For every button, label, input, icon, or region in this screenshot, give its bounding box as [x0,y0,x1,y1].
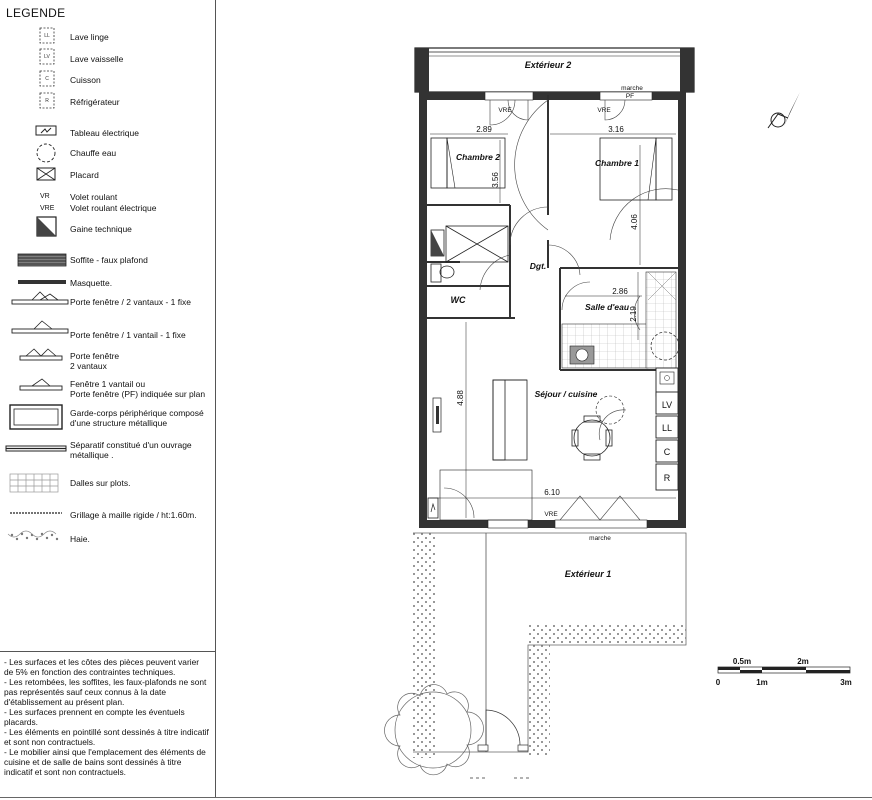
dim-sejour-width: 6.10 [544,488,560,497]
legend-label-cuisson: Cuisson [70,75,101,85]
legend-panel [0,0,216,798]
soffit-icon [16,252,68,268]
dim-salle-eau-height: 2.19 [629,306,638,322]
symbol-code-vr: VR [40,193,50,200]
legend-label-dalles: Dalles sur plots. [70,478,131,488]
mesh-fence-icon [8,509,64,517]
electric-panel-icon [34,124,60,138]
french-window-1-leaf-1-fixed-icon [10,318,70,336]
legend-label-porte-fenetre-1v-1f: Porte fenêtre / 1 vantail - 1 fixe [70,330,186,340]
shower-area [646,272,676,368]
masquette-icon [16,277,68,287]
door-swing-chambre-2 [510,207,548,245]
annotation-vre-top-right: VRE [597,107,611,114]
annotation-pf-top: PF [625,93,635,100]
dim-chambre-1-width: 3.16 [608,125,624,134]
note-4: - Les éléments en pointillé sont dessinés à titre indicatif et sont non contractuels. [4,727,209,747]
legend-label-masquette: Masquette. [70,278,113,288]
closet-chambre-2 [446,226,508,262]
wc-fixture [431,264,454,282]
legend-label-refrigerateur: Réfrigérateur [70,97,120,107]
technical-duct-icon [34,214,60,240]
legend-label-chauffe-eau: Chauffe eau [70,148,117,158]
scale-bar [718,667,850,673]
dining-table [572,416,612,460]
note-1: - Les surfaces et les côtes des pièces peuvent varier de 5% en fonction des contraintes techniques. [4,657,200,677]
legend-label-lave-vaisselle: Lave vaisselle [70,54,124,64]
floor-plan [216,0,872,797]
scale-label-2m: 2m [797,657,809,666]
room-label-salle-eau: Salle d'eau [584,302,630,312]
room-label-chambre-1: Chambre 1 [595,158,639,168]
legend-label-volet-roulant-electrique: Volet roulant électrique [70,203,157,213]
notes-box [0,651,216,798]
note-5: - Le mobilier ainsi que l'emplacement des éléments de cuisine et de salle de bains sont dessinés à titre indicatif et sont non contractuels. [4,747,206,777]
note-2: - Les retombées, les soffites, les faux-plafonds ne sont pas représentés sauf ceux connus à la date d'établissement au présent plan. [4,677,207,707]
metal-separator-icon [4,444,68,454]
legend-label-grillage: Grillage à maille rigide / ht:1.60m. [70,510,197,520]
french-window-2-leaves-icon [18,346,64,362]
appliance-ll: LL [661,423,673,433]
railing-icon [8,403,64,431]
scale-label-1m: 1m [756,678,768,687]
appliance-lv: LV [661,400,673,410]
north-arrow-icon [768,92,800,128]
legend-label-tableau-electrique: Tableau électrique [70,128,139,138]
annotation-marche-bottom: marche [589,535,611,542]
appliance-symbols [36,26,58,118]
legend-label-porte-fenetre-2v-1f: Porte fenêtre / 2 vantaux - 1 fixe [70,297,191,307]
annotation-vre-top-left: VRE [498,107,512,114]
note-3: - Les surfaces prennent en compte les éventuels placards. [4,707,185,727]
legend-label-gaine-technique: Gaine technique [70,224,132,234]
symbol-code-vre: VRE [40,205,55,212]
legend-label-volet-roulant: Volet roulant [70,192,118,202]
bed-chambre-1 [600,138,672,200]
dim-chambre-1-height: 4.06 [630,214,639,230]
scale-label-3m: 3m [840,678,852,687]
legend-label-lave-linge: Lave linge [70,32,109,42]
legend-label-separatif: Séparatif constitué d'un ouvrage métallique . [70,440,192,460]
legend-label-garde-corps: Garde-corps périphérique composé d'une structure métallique [70,408,204,428]
french-window-2-leaves-1-fixed-icon [10,289,70,307]
legend-label-haie: Haie. [70,534,90,544]
dim-sejour-height: 4.88 [456,390,465,406]
room-label-wc: WC [450,295,466,305]
legend-label-soffite: Soffite - faux plafond [70,255,148,265]
room-label-dgt: Dgt. [529,261,547,271]
symbol-code-c: C [45,76,49,82]
legend-label-porte-fenetre-2v: Porte fenêtre 2 vantaux [70,351,120,371]
bottom-window-swings [560,496,640,520]
garden-gate [470,710,530,778]
electric-panel [428,498,438,518]
sofa [493,380,527,460]
closet-icon [34,166,60,182]
room-label-sejour-cuisine: Séjour / cuisine [534,389,598,399]
room-label-exterieur-2: Extérieur 2 [524,60,572,70]
appliance-r: R [663,473,671,483]
room-label-chambre-2: Chambre 2 [456,152,500,162]
legend-label-placard: Placard [70,170,99,180]
entrance-closet [440,470,532,520]
scale-label-0-5m: 0.5m [732,657,752,666]
symbol-code-lv: LV [44,54,50,60]
exterior-2-balcony [415,48,694,92]
legend-title: LEGENDE [6,6,66,20]
bottom-border [0,797,872,798]
annotation-marche-top: marche [621,85,643,92]
appliance-c: C [663,447,671,457]
hedge-icon [6,530,62,544]
dim-salle-eau-width: 2.86 [612,287,628,296]
legend-label-fenetre-1v: Fenêtre 1 vantail ou Porte fenêtre (PF) indiquée sur plan [70,379,206,399]
exterior-1-garden [413,533,686,758]
scale-label-0: 0 [715,678,721,687]
symbol-code-ll: LL [44,33,50,39]
symbol-code-r: R [45,98,49,104]
dim-chambre-2-width: 2.89 [476,125,492,134]
dim-chambre-2-height: 3.56 [491,172,500,188]
annotation-vre-bottom: VRE [544,511,558,518]
room-label-exterieur-1: Extérieur 1 [564,569,612,579]
water-heater-icon [34,141,60,165]
slabs-on-pedestals-icon [8,472,60,494]
window-1-leaf-icon [18,376,64,392]
